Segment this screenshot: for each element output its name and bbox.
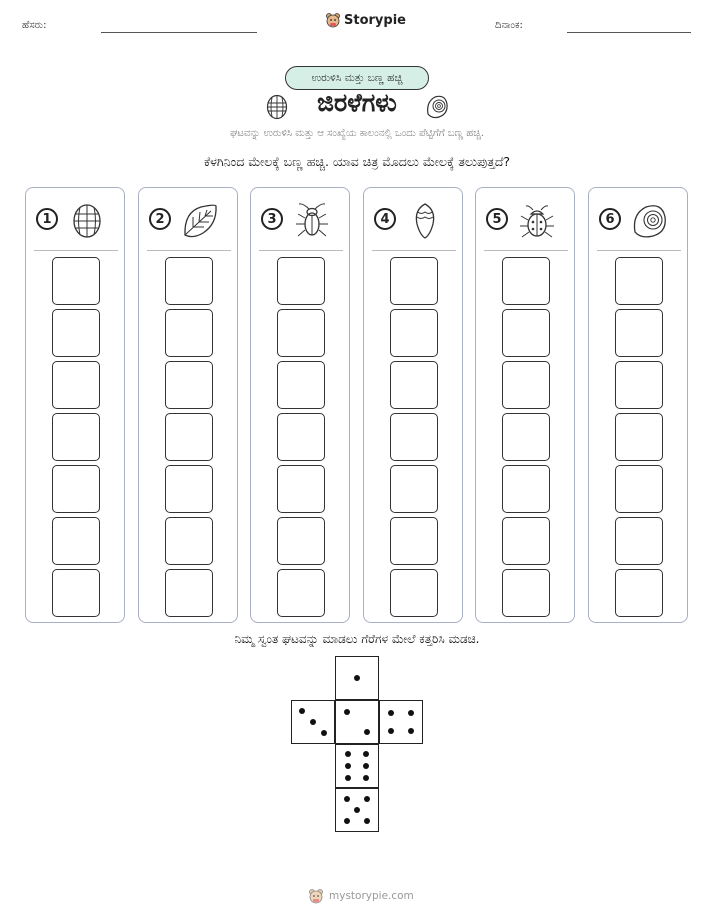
column-divider (484, 250, 568, 251)
color-box[interactable] (277, 569, 325, 617)
activity-badge (285, 66, 429, 90)
column-divider (597, 250, 681, 251)
larva-icon (406, 202, 444, 240)
color-box[interactable] (390, 517, 438, 565)
color-box[interactable] (390, 413, 438, 461)
die-face-2 (335, 700, 379, 744)
column-header (372, 202, 456, 242)
color-box[interactable] (165, 569, 213, 617)
die-pip (310, 719, 316, 725)
color-box[interactable] (502, 569, 550, 617)
color-box[interactable] (277, 309, 325, 357)
die-face-3 (291, 700, 335, 744)
die-pip (408, 728, 414, 734)
column-number: 6 (599, 208, 621, 230)
color-box[interactable] (52, 517, 100, 565)
color-box[interactable] (277, 361, 325, 409)
date-label: ದಿನಾಂಕ: (495, 20, 523, 31)
die-pip (345, 775, 351, 781)
footer-url: mystorypie.com (329, 890, 414, 902)
die-pip (363, 763, 369, 769)
column-5 (475, 187, 575, 623)
color-box[interactable] (615, 569, 663, 617)
color-box[interactable] (390, 361, 438, 409)
color-box[interactable] (52, 413, 100, 461)
die-pip (354, 807, 360, 813)
instruction: ಕೆಳಗಿನಿಂದ ಮೇಲಕ್ಕೆ ಬಣ್ಣ ಹಚ್ಚಿ. ಯಾವ ಚಿತ್ರ ಮೊದಲು ಮೇಲಕ್ಕೆ ತಲುಪುತ್ತದೆ? (203, 154, 511, 169)
brand-logo (325, 12, 406, 28)
color-box[interactable] (502, 257, 550, 305)
column-header (259, 202, 343, 242)
color-box[interactable] (502, 309, 550, 357)
color-box[interactable] (165, 465, 213, 513)
color-box[interactable] (52, 257, 100, 305)
color-box[interactable] (390, 569, 438, 617)
column-3 (250, 187, 350, 623)
die-pip (345, 751, 351, 757)
column-1 (25, 187, 125, 623)
beetle-icon (518, 202, 556, 240)
color-box[interactable] (165, 361, 213, 409)
footer-mascot-icon (308, 888, 324, 904)
page-title: ಜಿರಳೆಗಳು (317, 88, 397, 117)
leaf-icon (181, 202, 219, 240)
column-number: 2 (149, 208, 171, 230)
color-box[interactable] (615, 361, 663, 409)
die-pip (299, 708, 305, 714)
die-pip (364, 729, 370, 735)
column-divider (147, 250, 231, 251)
die-face-5 (335, 788, 379, 832)
color-box[interactable] (502, 465, 550, 513)
color-box[interactable] (277, 413, 325, 461)
brand-name: Storypie (344, 12, 406, 28)
color-box[interactable] (52, 361, 100, 409)
die-face-4 (379, 700, 423, 744)
die-pip (388, 710, 394, 716)
color-box[interactable] (502, 517, 550, 565)
column-header (34, 202, 118, 242)
column-number: 3 (261, 208, 283, 230)
die-pip (364, 796, 370, 802)
color-box[interactable] (615, 517, 663, 565)
snail-shell-title-icon (425, 94, 449, 120)
color-box[interactable] (52, 309, 100, 357)
color-box[interactable] (615, 309, 663, 357)
column-divider (259, 250, 343, 251)
color-box[interactable] (165, 309, 213, 357)
column-divider (372, 250, 456, 251)
color-box[interactable] (615, 465, 663, 513)
column-2 (138, 187, 238, 623)
color-box[interactable] (390, 465, 438, 513)
die-pip (363, 775, 369, 781)
die-pip (388, 728, 394, 734)
color-box[interactable] (390, 257, 438, 305)
die-pip (345, 763, 351, 769)
cut-instruction: ನಿಮ್ಮ ಸ್ವಂತ ಘಟವನ್ನು ಮಾಡಲು ಗೆರೆಗಳ ಮೇಲೆ ಕತ್ತರಿಸಿ ಮಡಚಿ. (234, 632, 480, 646)
color-box[interactable] (615, 257, 663, 305)
column-number: 4 (374, 208, 396, 230)
snail-shell-icon (631, 202, 669, 240)
color-box[interactable] (165, 517, 213, 565)
column-divider (34, 250, 118, 251)
subtitle: ಘಟವನ್ನು ಉರುಳಿಸಿ ಮತ್ತು ಆ ಸಂಖ್ಯೆಯ ಕಾಲಂನಲ್ಲಿ ಒಂದು ಪೆಟ್ಟಿಗೆಗೆ ಬಣ್ಣ ಹಚ್ಚಿ. (229, 128, 485, 139)
die-face-6 (335, 744, 379, 788)
color-box[interactable] (165, 413, 213, 461)
color-box[interactable] (502, 361, 550, 409)
column-header (597, 202, 681, 242)
color-box[interactable] (52, 465, 100, 513)
die-pip (344, 709, 350, 715)
color-box[interactable] (277, 517, 325, 565)
mascot-icon (325, 12, 341, 28)
die-pip (363, 751, 369, 757)
cockroach-icon (293, 202, 331, 240)
name-label: ಹೆಸರು: (22, 20, 47, 31)
egg-case-icon (68, 202, 106, 240)
color-box[interactable] (502, 413, 550, 461)
color-box[interactable] (277, 465, 325, 513)
badge-text: ಉರುಳಿಸಿ ಮತ್ತು ಬಣ್ಣ ಹಚ್ಚಿ (311, 71, 403, 84)
die-pip (364, 818, 370, 824)
column-number: 1 (36, 208, 58, 230)
color-box[interactable] (165, 257, 213, 305)
date-line[interactable] (567, 32, 691, 33)
column-4 (363, 187, 463, 623)
color-box[interactable] (52, 569, 100, 617)
column-header (484, 202, 568, 242)
die-pip (354, 675, 360, 681)
color-box[interactable] (615, 413, 663, 461)
color-box[interactable] (390, 309, 438, 357)
column-header (147, 202, 231, 242)
footer (308, 888, 414, 904)
column-6 (588, 187, 688, 623)
name-line[interactable] (101, 32, 257, 33)
die-pip (344, 796, 350, 802)
die-pip (321, 730, 327, 736)
die-face-1 (335, 656, 379, 700)
column-number: 5 (486, 208, 508, 230)
die-pip (408, 710, 414, 716)
die-pip (344, 818, 350, 824)
color-box[interactable] (277, 257, 325, 305)
